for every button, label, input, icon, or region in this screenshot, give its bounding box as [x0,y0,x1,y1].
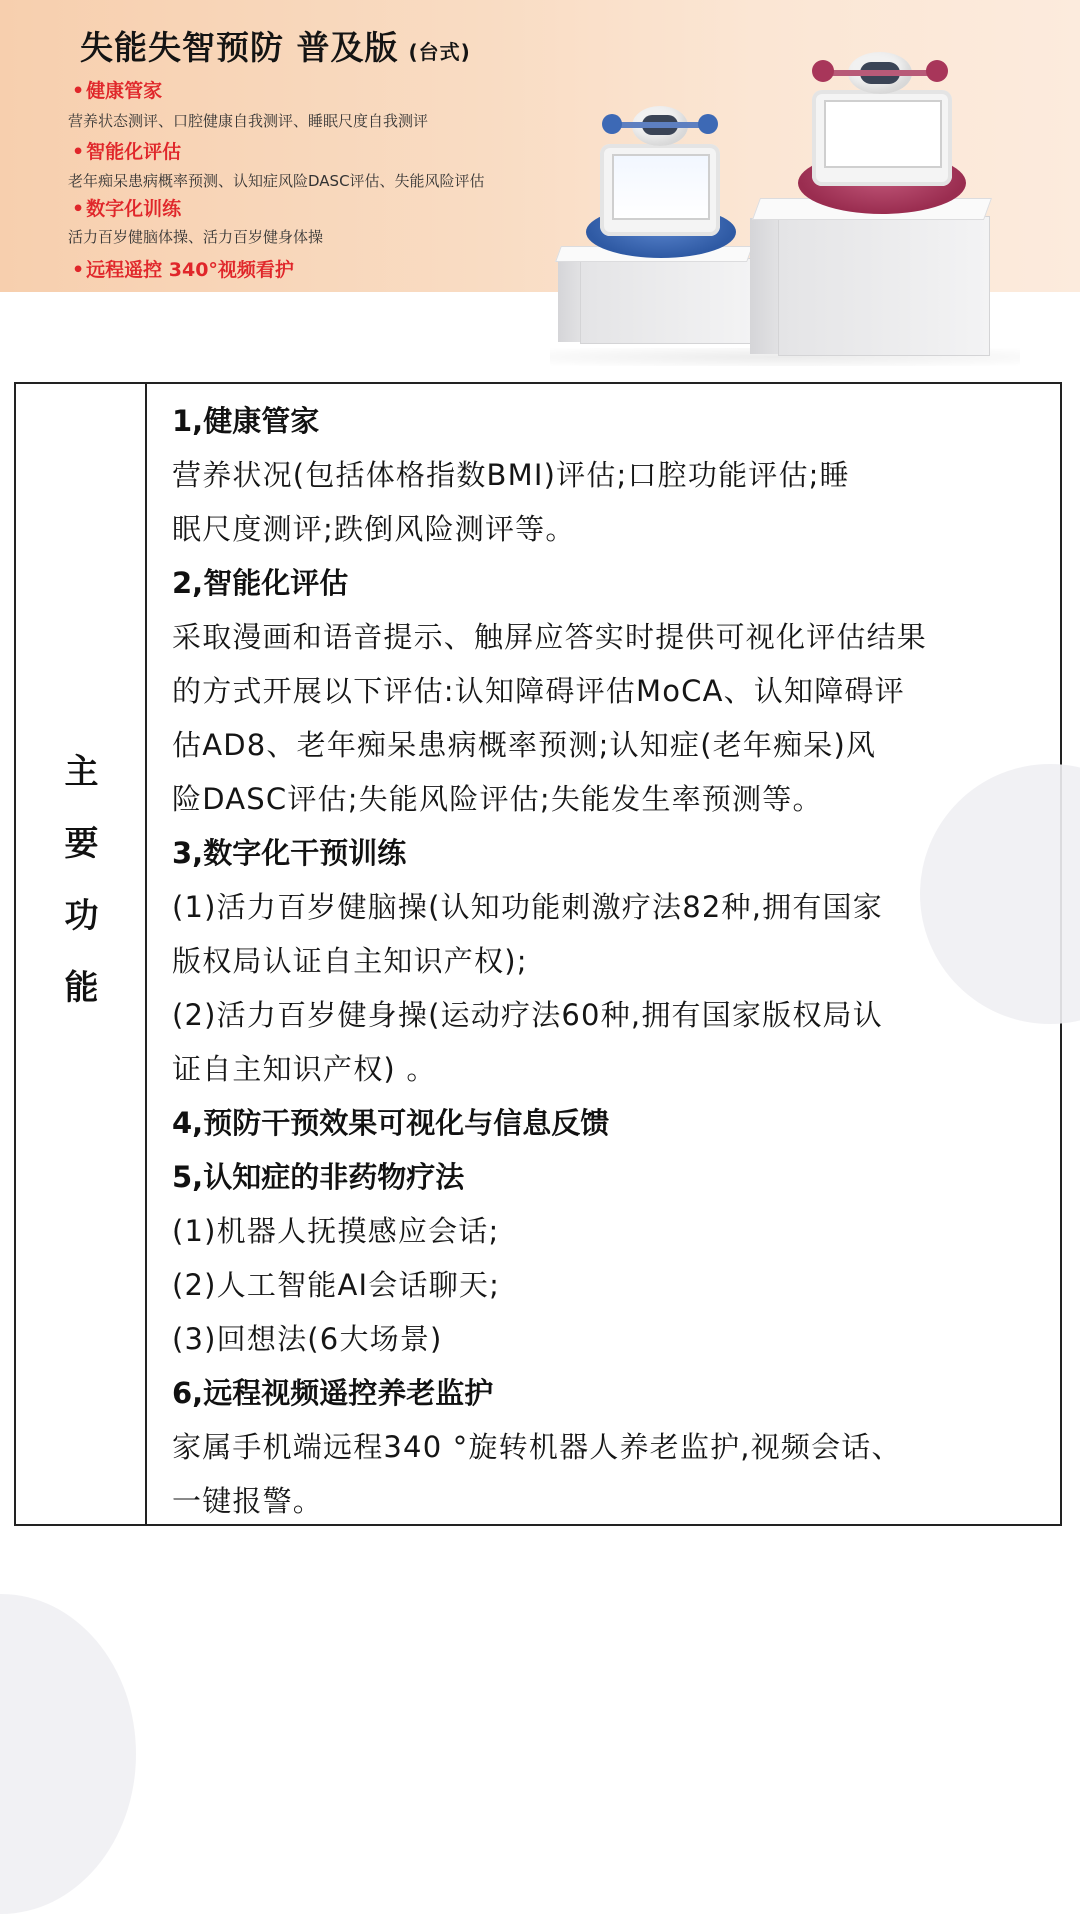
section-line: 家属手机端远程340 °旋转机器人养老监护,视频会话、 [172,1430,902,1464]
table-content [172,394,1022,1528]
decorative-circle-left [0,1594,136,1914]
product-title: 失能失智预防 普及版 (台式) [80,28,471,67]
section-line: 证自主知识产权) 。 [172,1052,437,1086]
table-label-char: 要 [64,824,99,864]
robot-red-ear-left [812,60,834,82]
robot-red-ear-right [926,60,948,82]
section-line: 眠尺度测评;跌倒风险测评等。 [172,512,576,546]
section-line: 版权局认证自主知识产权); [172,944,528,978]
section-heading-training: 3,数字化干预训练 [172,836,407,870]
feature-heading-training: • 数字化训练 [72,194,181,221]
robot-blue-screen [612,154,710,220]
robot-blue-ear-bar [610,122,710,128]
robot-blue-ear-right [698,114,718,134]
section-line: (1)机器人抚摸感应会话; [172,1214,500,1248]
section-heading-remote: 6,远程视频遥控养老监护 [172,1376,494,1410]
feature-heading-health: • 健康管家 [72,76,162,103]
table-label [16,736,147,1024]
section-line: (2)人工智能AI会话聊天; [172,1268,501,1302]
section-line: (3)回想法(6大场景) [172,1322,443,1356]
feature-desc-assessment: 老年痴呆患病概率预测、认知症风险DASC评估、失能风险评估 [68,172,485,190]
table-label-char: 主 [64,752,99,792]
feature-heading-assessment: • 智能化评估 [72,137,181,164]
pedestal-left-side [558,260,582,342]
pedestal-right [778,216,990,356]
section-line: 估AD8、老年痴呆患病概率预测;认知症(老年痴呆)风 [172,728,877,762]
robot-red [790,48,990,218]
section-line: 采取漫画和语音提示、触屏应答实时提供可视化评估结果 [172,620,928,654]
section-heading-feedback: 4,预防干预效果可视化与信息反馈 [172,1106,610,1140]
section-heading-health: 1,健康管家 [172,404,320,438]
section-line: (1)活力百岁健脑操(认知功能刺激疗法82种,拥有国家 [172,890,883,924]
section-heading-therapy: 5,认知症的非药物疗法 [172,1160,465,1194]
main-functions-table [14,382,1062,1526]
section-line: (2)活力百岁健身操(运动疗法60种,拥有国家版权局认 [172,998,883,1032]
feature-desc-training: 活力百岁健脑体操、活力百岁健身体操 [68,228,324,246]
product-title-suffix: (台式) [408,40,471,64]
section-line: 一键报警。 [172,1484,324,1518]
table-label-char: 功 [64,896,99,936]
section-heading-assessment: 2,智能化评估 [172,566,349,600]
section-line: 险DASC评估;失能风险评估;失能发生率预测等。 [172,782,823,816]
feature-heading-remote: • 远程遥控 340°视频看护 [72,255,294,282]
robot-blue [580,98,750,258]
robot-red-ear-bar [822,70,938,76]
robot-blue-ear-left [602,114,622,134]
feature-desc-health: 营养状态测评、口腔健康自我测评、睡眠尺度自我测评 [68,112,429,130]
product-image [550,48,1020,360]
robot-red-screen [824,100,942,168]
section-line: 营养状况(包括体格指数BMI)评估;口腔功能评估;睡 [172,458,850,492]
pedestal-right-side [750,218,780,354]
pedestal-left [580,258,752,344]
section-line: 的方式开展以下评估:认知障碍评估MoCA、认知障碍评 [172,674,905,708]
table-label-char: 能 [64,968,99,1008]
table-label-column [16,384,147,1524]
